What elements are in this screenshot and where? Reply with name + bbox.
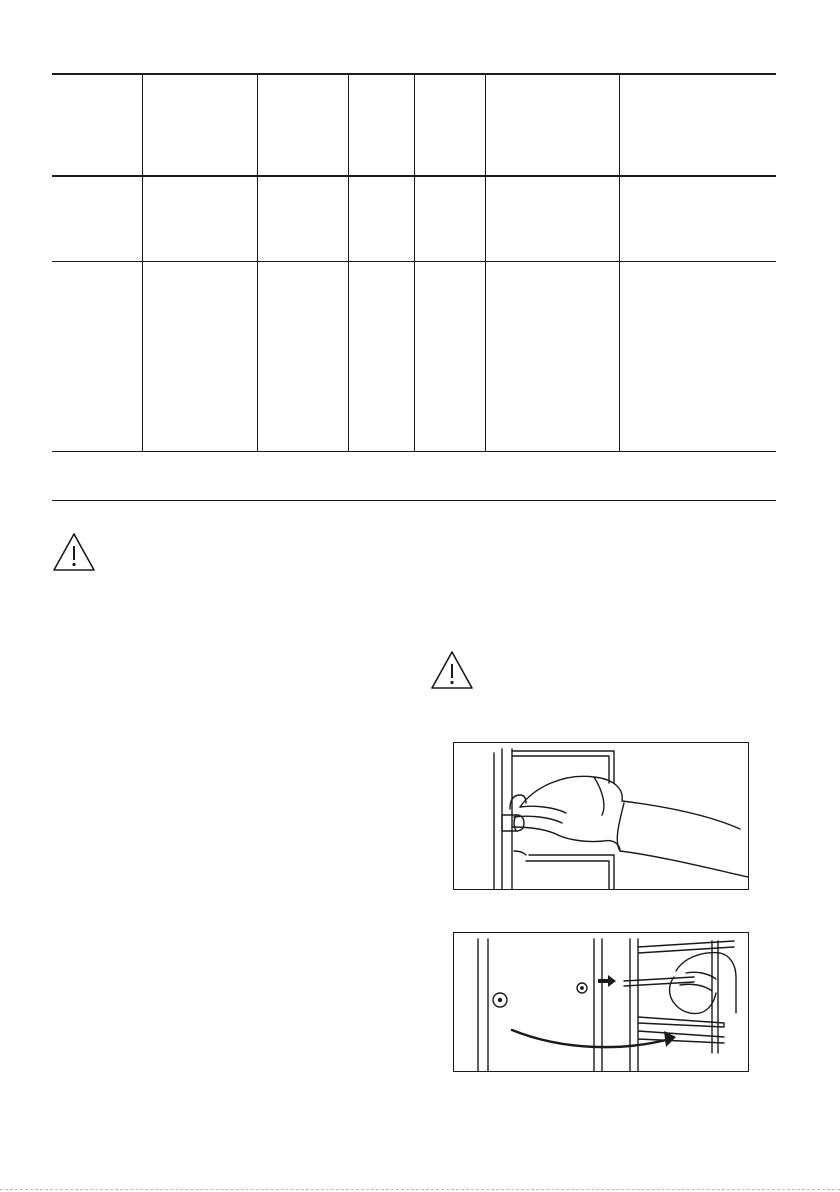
warning-triangle-icon (52, 532, 96, 572)
table-col-sep-1 (142, 74, 143, 451)
table-col-sep-3 (348, 74, 349, 451)
figure-install-shelf-support (453, 932, 749, 1072)
warning-triangle-icon (430, 650, 474, 690)
table-col-sep-5 (485, 74, 486, 451)
table-col-sep-2 (257, 74, 258, 451)
table-bottom-rule (52, 500, 776, 501)
table-row-rule-2 (52, 451, 776, 452)
figure-remove-shelf-support (453, 742, 749, 890)
table-col-sep-6 (619, 74, 620, 451)
page-bottom-edge (0, 1189, 840, 1190)
table-col-sep-4 (414, 74, 415, 451)
